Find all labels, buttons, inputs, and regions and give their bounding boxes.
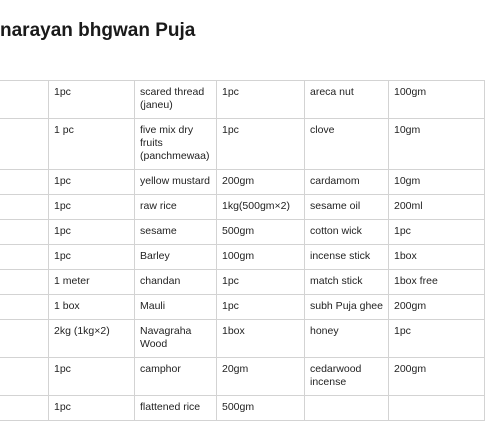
item-name-cell: scared thread (janeu)	[135, 81, 217, 119]
item-quantity-cell: 1pc	[49, 170, 135, 195]
item-name-cell: sesame oil	[305, 195, 389, 220]
item-name-cell	[0, 81, 49, 119]
item-name-cell: yellow mustard	[135, 170, 217, 195]
item-name-cell: honey	[305, 320, 389, 358]
item-quantity-cell: 100gm	[217, 245, 305, 270]
item-name-cell: clove	[305, 119, 389, 170]
table-row	[0, 295, 485, 320]
table-row	[0, 170, 485, 195]
item-name-cell	[0, 270, 49, 295]
item-name-cell	[0, 119, 49, 170]
table-row	[0, 119, 485, 170]
item-quantity-cell: 1pc	[49, 396, 135, 421]
item-name-cell	[0, 220, 49, 245]
item-quantity-cell: 200ml	[389, 195, 485, 220]
page-title: narayan bhgwan Puja	[0, 20, 196, 41]
item-name-cell	[0, 245, 49, 270]
item-quantity-cell: 10gm	[389, 170, 485, 195]
item-quantity-cell: 1pc	[217, 81, 305, 119]
item-quantity-cell: 1pc	[217, 295, 305, 320]
item-name-cell	[0, 358, 49, 396]
item-quantity-cell: 1box	[217, 320, 305, 358]
item-name-cell: Navagraha Wood	[135, 320, 217, 358]
item-name-cell: match stick	[305, 270, 389, 295]
item-quantity-cell: 1 pc	[49, 119, 135, 170]
item-quantity-cell	[389, 396, 485, 421]
item-quantity-cell: 200gm	[389, 358, 485, 396]
item-quantity-cell: 100gm	[389, 81, 485, 119]
item-name-cell: cotton wick	[305, 220, 389, 245]
item-name-cell: cedarwood incense	[305, 358, 389, 396]
item-quantity-cell: 200gm	[217, 170, 305, 195]
item-quantity-cell: 2kg (1kg×2)	[49, 320, 135, 358]
item-quantity-cell: 1 meter	[49, 270, 135, 295]
table-row	[0, 358, 485, 396]
item-quantity-cell: 200gm	[389, 295, 485, 320]
item-name-cell: sesame	[135, 220, 217, 245]
item-name-cell: Mauli	[135, 295, 217, 320]
item-quantity-cell: 1kg(500gm×2)	[217, 195, 305, 220]
item-name-cell: five mix dry fruits (panchmewaa)	[135, 119, 217, 170]
item-name-cell: camphor	[135, 358, 217, 396]
item-name-cell	[0, 396, 49, 421]
table-row	[0, 245, 485, 270]
table-row	[0, 320, 485, 358]
item-name-cell: incense stick	[305, 245, 389, 270]
item-name-cell: subh Puja ghee	[305, 295, 389, 320]
item-quantity-cell: 20gm	[217, 358, 305, 396]
item-name-cell: cardamom	[305, 170, 389, 195]
table-row	[0, 81, 485, 119]
item-quantity-cell: 1box	[389, 245, 485, 270]
item-quantity-cell: 10gm	[389, 119, 485, 170]
table-row	[0, 220, 485, 245]
item-quantity-cell: 1pc	[389, 220, 485, 245]
item-name-cell	[0, 320, 49, 358]
item-quantity-cell: 1box free	[389, 270, 485, 295]
table-row	[0, 396, 485, 421]
item-name-cell: Barley	[135, 245, 217, 270]
item-quantity-cell: 1pc	[49, 245, 135, 270]
item-quantity-cell: 1pc	[49, 81, 135, 119]
item-quantity-cell: 500gm	[217, 220, 305, 245]
item-name-cell	[0, 295, 49, 320]
item-quantity-cell: 500gm	[217, 396, 305, 421]
item-quantity-cell: 1pc	[49, 195, 135, 220]
item-name-cell: chandan	[135, 270, 217, 295]
item-quantity-cell: 1 box	[49, 295, 135, 320]
item-quantity-cell: 1pc	[49, 220, 135, 245]
item-name-cell: raw rice	[135, 195, 217, 220]
item-quantity-cell: 1pc	[217, 270, 305, 295]
puja-items-table	[0, 80, 485, 421]
item-name-cell: flattened rice	[135, 396, 217, 421]
table-row	[0, 270, 485, 295]
item-name-cell: areca nut	[305, 81, 389, 119]
item-name-cell	[0, 195, 49, 220]
table-row	[0, 195, 485, 220]
item-quantity-cell: 1pc	[389, 320, 485, 358]
item-quantity-cell: 1pc	[49, 358, 135, 396]
item-quantity-cell: 1pc	[217, 119, 305, 170]
item-name-cell	[0, 170, 49, 195]
item-name-cell	[305, 396, 389, 421]
